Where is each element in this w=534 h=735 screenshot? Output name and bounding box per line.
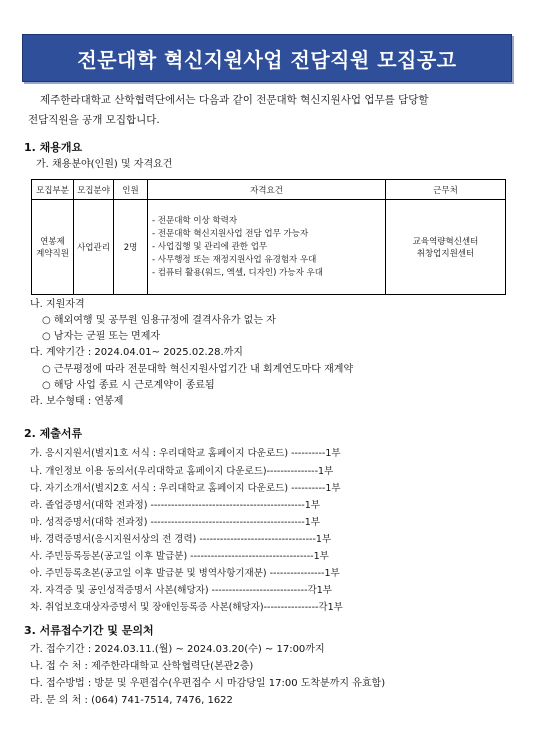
list-item: ○ 근무평정에 따라 전문대학 혁신지원사업기간 내 회계연도마다 재계약 xyxy=(42,364,354,375)
cell-text: 연봉제 xyxy=(40,237,65,247)
header-cell: 모집부분 xyxy=(32,180,74,200)
list-item: 가. 접수기간 : 2024.03.11.(월) ~ 2024.03.20(수) ~ 17:00까지 xyxy=(30,644,325,655)
list-item: ○ 해당 사업 종료 시 근로계약이 종료됨 xyxy=(42,380,215,391)
table-row xyxy=(32,200,506,295)
page-title: 전문대학 혁신지원사업 전담직원 모집공고 xyxy=(77,47,457,72)
section-2-heading: 2. 제출서류 xyxy=(24,427,83,440)
sub-heading-ga: 가. 채용분야(인원) 및 자격요건 xyxy=(36,159,173,170)
sub-heading-na: 나. 지원자격 xyxy=(30,299,85,310)
list-item: 아. 주민등록초본(공고일 이후 발급분 및 병역사항기재분) ----------------1부 xyxy=(30,568,340,579)
table-header-row xyxy=(32,180,506,200)
list-item: 차. 취업보호대상자증명서 및 장애인등록증 사본(해당자)----------------각1부 xyxy=(30,602,343,613)
sub-heading-da: 다. 계약기간 : 2024.04.01~ 2025.02.28.까지 xyxy=(30,347,243,358)
list-item: ○ 해외여행 및 공무원 임용규정에 결격사유가 없는 자 xyxy=(42,315,276,326)
qualification-item: - 전문대학 혁신지원사업 전담 업무 가능자 xyxy=(152,228,309,239)
title-banner xyxy=(22,34,512,82)
list-item: 라. 졸업증명서(대학 전과정) ---------------------------------------------1부 xyxy=(30,500,320,511)
intro-line-1: 제주한라대학교 산학협력단에서는 다음과 같이 전문대학 혁신지원사업 업무를 담당할 xyxy=(40,94,429,106)
list-item: ○ 남자는 군필 또는 면제자 xyxy=(42,331,161,342)
count-cell: 2명 xyxy=(114,200,148,295)
header-cell: 근무처 xyxy=(386,180,506,200)
cell-text: 취창업지원센터 xyxy=(416,249,475,259)
list-item: 다. 접수방법 : 방문 및 우편접수(우편접수 시 마감당일 17:00 도착분까지 유효함) xyxy=(30,678,386,689)
qualification-item: - 사업집행 및 관리에 관한 업무 xyxy=(152,241,268,252)
qualification-item: - 사무행정 또는 재정지원사업 유경험자 우대 xyxy=(152,254,317,265)
qualification-item: - 컴퓨터 활용(워드, 엑셀, 디자인) 가능자 우대 xyxy=(152,267,323,278)
list-item: 나. 접 수 처 : 제주한라대학교 산학협력단(본관2층) xyxy=(30,661,254,672)
list-item: 다. 자기소개서(별지2호 서식 : 우리대학교 홈페이지 다운로드) ----------1부 xyxy=(30,483,341,494)
header-cell: 인원 xyxy=(114,180,148,200)
list-item: 바. 경력증명서(응시지원서상의 전 경력) ----------------------------------1부 xyxy=(30,534,332,545)
employment-type-cell xyxy=(32,200,74,295)
list-item: 나. 개인정보 이용 동의서(우리대학교 홈페이지 다운로드)---------------1부 xyxy=(30,466,334,477)
list-item: 마. 성적증명서(대학 전과정) ---------------------------------------------1부 xyxy=(30,517,320,528)
sub-heading-ra: 라. 보수형태 : 연봉제 xyxy=(30,396,124,407)
list-item: 라. 문 의 처 : (064) 741-7514, 7476, 1622 xyxy=(30,695,233,706)
header-cell: 자격요건 xyxy=(148,180,386,200)
cell-text: 계약직원 xyxy=(36,249,69,259)
section-1-heading: 1. 채용개요 xyxy=(24,141,83,154)
section-3-heading: 3. 서류접수기간 및 문의처 xyxy=(24,624,154,637)
list-item: 자. 자격증 및 공인성적증명서 사본(해당자) ----------------------------각1부 xyxy=(30,585,332,596)
cell-text: 교육역량혁신센터 xyxy=(412,237,479,247)
list-item: 사. 주민등록등본(공고일 이후 발급분) ------------------------------------1부 xyxy=(30,551,329,562)
qualifications-cell xyxy=(148,200,386,295)
qualification-item: - 전문대학 이상 학력자 xyxy=(152,215,238,226)
header-cell: 모집분야 xyxy=(74,180,114,200)
field-cell: 사업관리 xyxy=(74,200,114,295)
workplace-cell xyxy=(386,200,506,295)
intro-line-2: 전담직원을 공개 모집합니다. xyxy=(28,114,160,126)
list-item: 가. 응시지원서(별지1호 서식 : 우리대학교 홈페이지 다운로드) ----------1부 xyxy=(30,448,341,459)
requirements-table xyxy=(31,179,506,295)
